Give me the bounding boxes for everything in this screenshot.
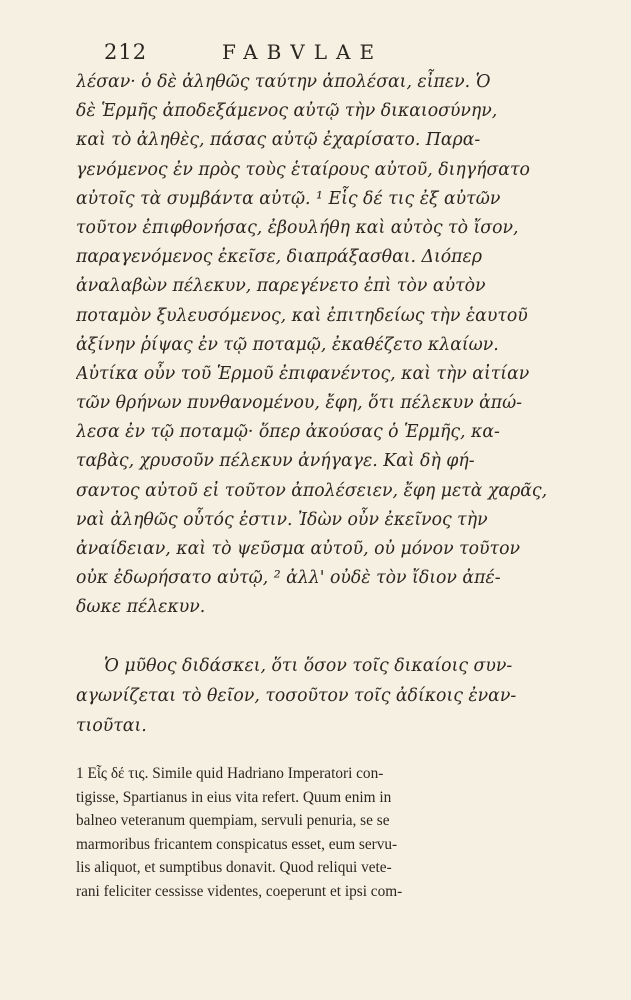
text-line: τῶν θρήνων πυνθανομένου, ἔφη, ὅτι πέλεκυν ἀπώ- [76,393,523,414]
page-number: 212 [104,40,148,64]
text-line: ναὶ ἀληθῶς οὗτός ἐστιν. Ἰδὼν οὖν ἐκεῖνος τὴν [76,509,488,530]
text-line: ταβὰς, χρυσοῦν πέλεκυν ἀνήγαγε. Καὶ δὴ φή- [76,451,475,472]
footnote-line: rani feliciter cessisse videntes, coeperunt et ipsi com- [76,882,403,900]
text-line: σαντος αὐτοῦ εἰ τοῦτον ἀπολέσειεν, ἔφη μετὰ χαρᾶς, [76,480,548,501]
footnote-line: marmoribus fricantem conspicatus esset, eum servu- [76,835,398,853]
text-line: ἀξίνην ῥίψας ἐν τῷ ποταμῷ, ἐκαθέζετο κλαίων. [76,334,499,355]
footnote-line: 1 Εἷς δέ τις. Simile quid Hadriano Imperatori con- [76,765,384,782]
text-line: οὐκ ἐδωρήσατο αὐτῷ, ² ἀλλ' οὐδὲ τὸν ἴδιον ἀπέ- [76,568,501,589]
text-line: Αὐτίκα οὖν τοῦ Ἑρμοῦ ἐπιφανέντος, καὶ τὴν αἰτίαν [76,363,530,384]
moral-line: Ὁ μῦθος διδάσκει, ὅτι ὅσον τοῖς δικαίοις συν- [104,656,513,676]
footnote [76,762,566,904]
page-header [104,40,534,70]
text-line: λεσα ἐν τῷ ποταμῷ· ὅπερ ἀκούσας ὁ Ἑρμῆς, κα- [76,422,500,443]
text-line: δὲ Ἑρμῆς ἀποδεξάμενος αὐτῷ τὴν δικαιοσύνην, [76,101,498,122]
text-line: παραγενόμενος ἐκεῖσε, διαπράξασθαι. Διόπερ [76,247,482,268]
text-line: αὐτοῖς τὰ συμβάντα αὐτῷ. ¹ Εἷς δέ τις ἐξ αὐτῶν [76,188,501,209]
text-line: ἀναίδειαν, καὶ τὸ ψεῦσμα αὐτοῦ, οὐ μόνον τοῦτον [76,539,521,559]
text-line: ἀναλαβὼν πέλεκυν, παρεγένετο ἐπὶ τὸν αὐτὸν [76,276,486,297]
moral-line: αγωνίζεται τὸ θεῖον, τοσοῦτον τοῖς ἀδίκοις ἐναν- [76,685,517,706]
text-line: ποταμὸν ξυλευσόμενος, καὶ ἐπιτηδείως τὴν ἑαυτοῦ [76,305,528,326]
footnote-line: tigisse, Spartianus in eius vita refert. Quum enim in [76,788,392,806]
moral-line: τιοῦται. [76,715,147,736]
text-line: τοῦτον ἐπιφθονήσας, ἐβουλήθη καὶ αὐτὸς τὸ ἴσον, [76,217,519,238]
running-head: FABVLAE [222,40,384,64]
greek-fable-text [76,68,564,623]
text-line: δωκε πέλεκυν. [76,597,206,618]
footnote-line: balneo veteranum quempiam, servuli penuria, se se [76,812,390,830]
text-line: καὶ τὸ ἀληθὲς, πάσας αὐτῷ ἐχαρίσατο. Παρα- [76,130,481,151]
footnote-line: lis aliquot, et sumptibus donavit. Quod reliqui vete- [76,859,392,877]
text-line: γενόμενος ἐν πρὸς τοὺς ἑταίρους αὐτοῦ, διηγήσατο [76,159,530,180]
text-line: λέσαν· ὁ δὲ ἀληθῶς ταύτην ἀπολέσαι, εἶπεν. Ὁ [76,72,491,92]
fable-moral [76,652,564,741]
